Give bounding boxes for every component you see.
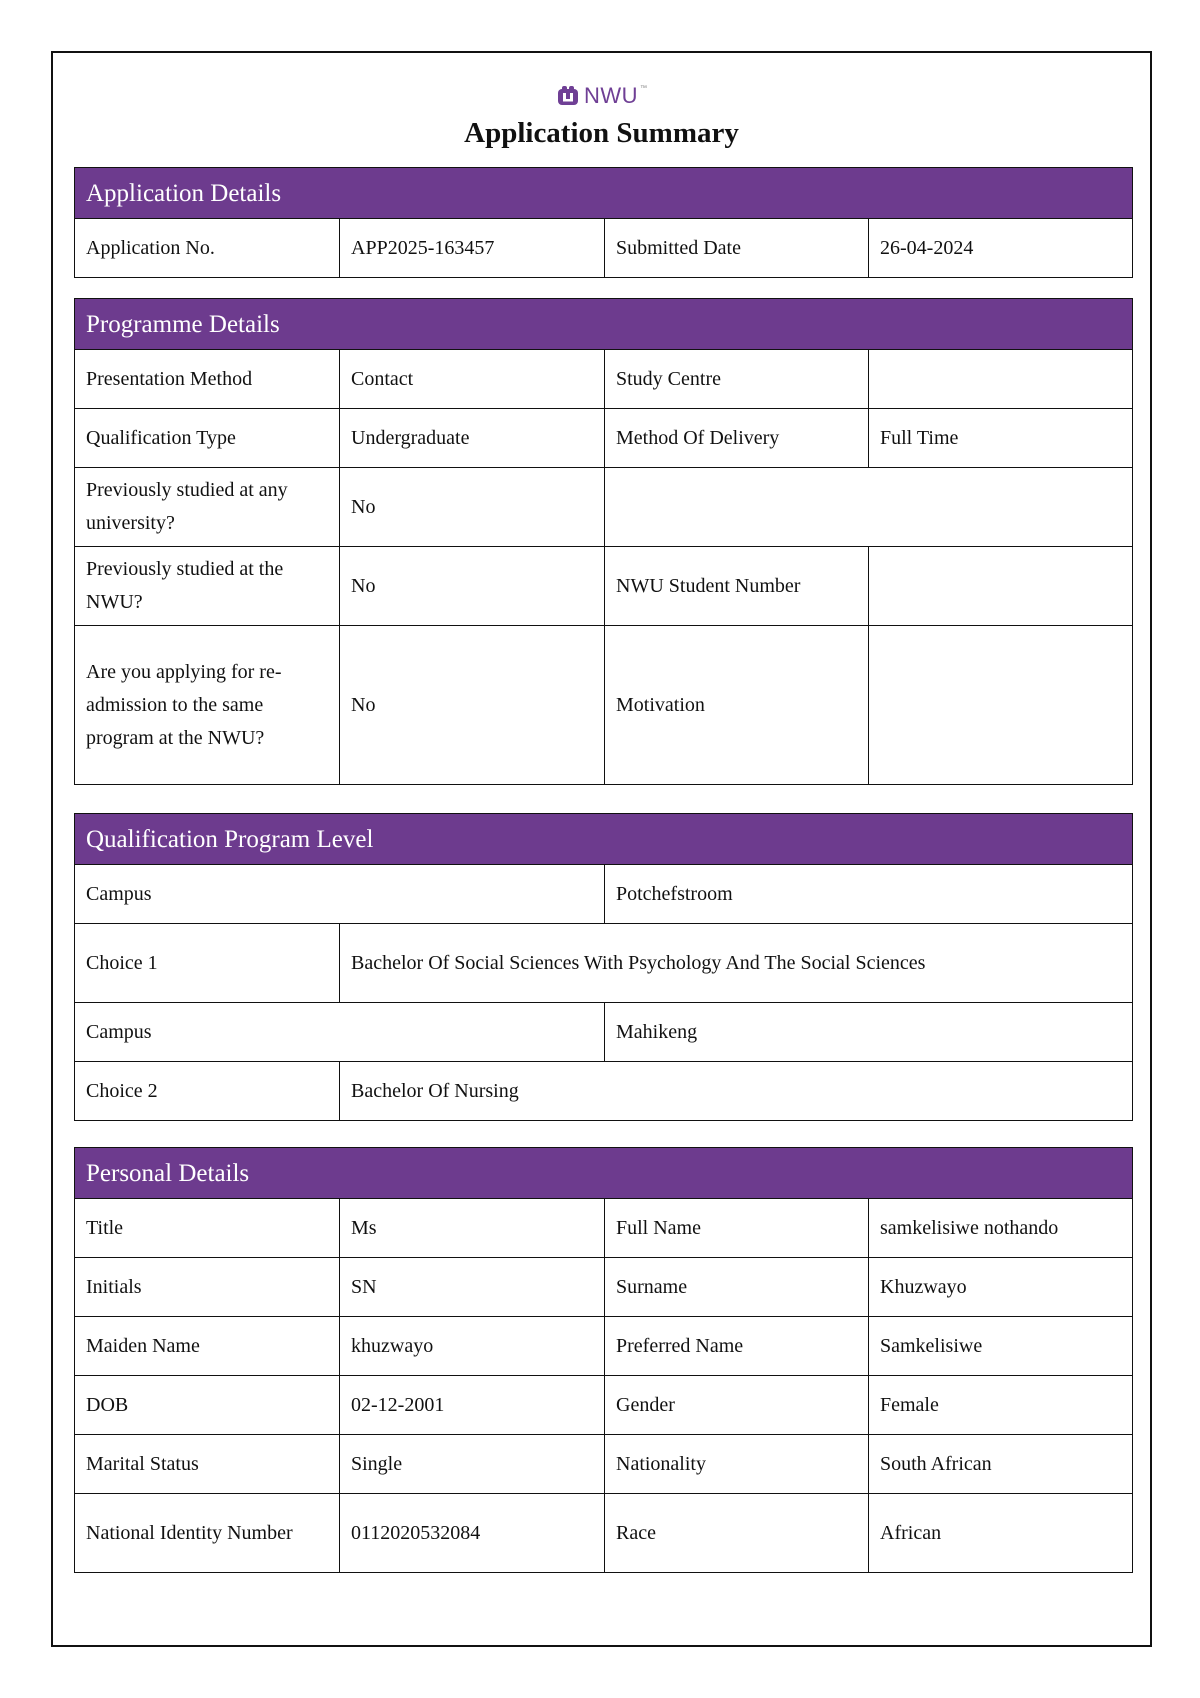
campus-1-value: Potchefstroom xyxy=(605,865,1133,924)
initials-label: Initials xyxy=(75,1258,340,1317)
marital-status-value: Single xyxy=(340,1435,605,1494)
section-heading-application-details: Application Details xyxy=(75,168,1133,219)
id-number-value: 0112020532084 xyxy=(340,1494,605,1573)
surname-label: Surname xyxy=(605,1258,869,1317)
study-centre-label: Study Centre xyxy=(605,350,869,409)
application-no-label: Application No. xyxy=(75,219,340,278)
nationality-value: South African xyxy=(869,1435,1133,1494)
maiden-name-label: Maiden Name xyxy=(75,1317,340,1376)
full-name-value: samkelisiwe nothando xyxy=(869,1199,1133,1258)
id-number-label: National Identity Number xyxy=(75,1494,340,1573)
preferred-name-label: Preferred Name xyxy=(605,1317,869,1376)
prev-any-university-value: No xyxy=(340,468,605,547)
qualification-type-value: Undergraduate xyxy=(340,409,605,468)
presentation-method-value: Contact xyxy=(340,350,605,409)
surname-value: Khuzwayo xyxy=(869,1258,1133,1317)
readmission-value: No xyxy=(340,626,605,785)
logo-trademark: ™ xyxy=(640,85,648,92)
programme-details-table xyxy=(74,298,1133,785)
presentation-method-label: Presentation Method xyxy=(75,350,340,409)
motivation-label: Motivation xyxy=(605,626,869,785)
initials-value: SN xyxy=(340,1258,605,1317)
maiden-name-value: khuzwayo xyxy=(340,1317,605,1376)
prev-any-university-label: Previously studied at any university? xyxy=(75,468,340,547)
study-centre-value xyxy=(869,350,1133,409)
method-of-delivery-value: Full Time xyxy=(869,409,1133,468)
choice-2-label: Choice 2 xyxy=(75,1062,340,1121)
submitted-date-value: 26-04-2024 xyxy=(869,219,1133,278)
application-details-table xyxy=(74,167,1133,278)
campus-2-label: Campus xyxy=(75,1003,605,1062)
section-heading-personal-details: Personal Details xyxy=(75,1148,1133,1199)
race-label: Race xyxy=(605,1494,869,1573)
dob-label: DOB xyxy=(75,1376,340,1435)
prev-nwu-label: Previously studied at the NWU? xyxy=(75,547,340,626)
choice-1-label: Choice 1 xyxy=(75,924,340,1003)
race-value: African xyxy=(869,1494,1133,1573)
logo-brand-text: NWU xyxy=(583,83,639,109)
submitted-date-label: Submitted Date xyxy=(605,219,869,278)
readmission-label: Are you applying for re-admission to the same program at the NWU? xyxy=(75,626,340,785)
full-name-label: Full Name xyxy=(605,1199,869,1258)
empty-cell xyxy=(605,468,1133,547)
section-heading-programme-details: Programme Details xyxy=(75,299,1133,350)
nationality-label: Nationality xyxy=(605,1435,869,1494)
motivation-value xyxy=(869,626,1133,785)
dob-value: 02-12-2001 xyxy=(340,1376,605,1435)
nwu-student-number-label: NWU Student Number xyxy=(605,547,869,626)
nwu-student-number-value xyxy=(869,547,1133,626)
choice-1-value: Bachelor Of Social Sciences With Psychology And The Social Sciences xyxy=(340,924,1133,1003)
page-title: Application Summary xyxy=(464,117,739,149)
gender-label: Gender xyxy=(605,1376,869,1435)
nwu-logo xyxy=(53,75,1150,110)
section-heading-qualification-program-level: Qualification Program Level xyxy=(75,814,1133,865)
document-frame xyxy=(51,51,1152,1647)
choice-2-value: Bachelor Of Nursing xyxy=(340,1062,1133,1121)
personal-details-table xyxy=(74,1147,1133,1573)
title-value: Ms xyxy=(340,1199,605,1258)
marital-status-label: Marital Status xyxy=(75,1435,340,1494)
campus-2-value: Mahikeng xyxy=(605,1003,1133,1062)
qualification-type-label: Qualification Type xyxy=(75,409,340,468)
method-of-delivery-label: Method Of Delivery xyxy=(605,409,869,468)
application-no-value: APP2025-163457 xyxy=(340,219,605,278)
campus-1-label: Campus xyxy=(75,865,605,924)
title-label: Title xyxy=(75,1199,340,1258)
qualification-program-level-table xyxy=(74,813,1133,1121)
nwu-emblem-icon xyxy=(556,85,580,107)
prev-nwu-value: No xyxy=(340,547,605,626)
gender-value: Female xyxy=(869,1376,1133,1435)
preferred-name-value: Samkelisiwe xyxy=(869,1317,1133,1376)
